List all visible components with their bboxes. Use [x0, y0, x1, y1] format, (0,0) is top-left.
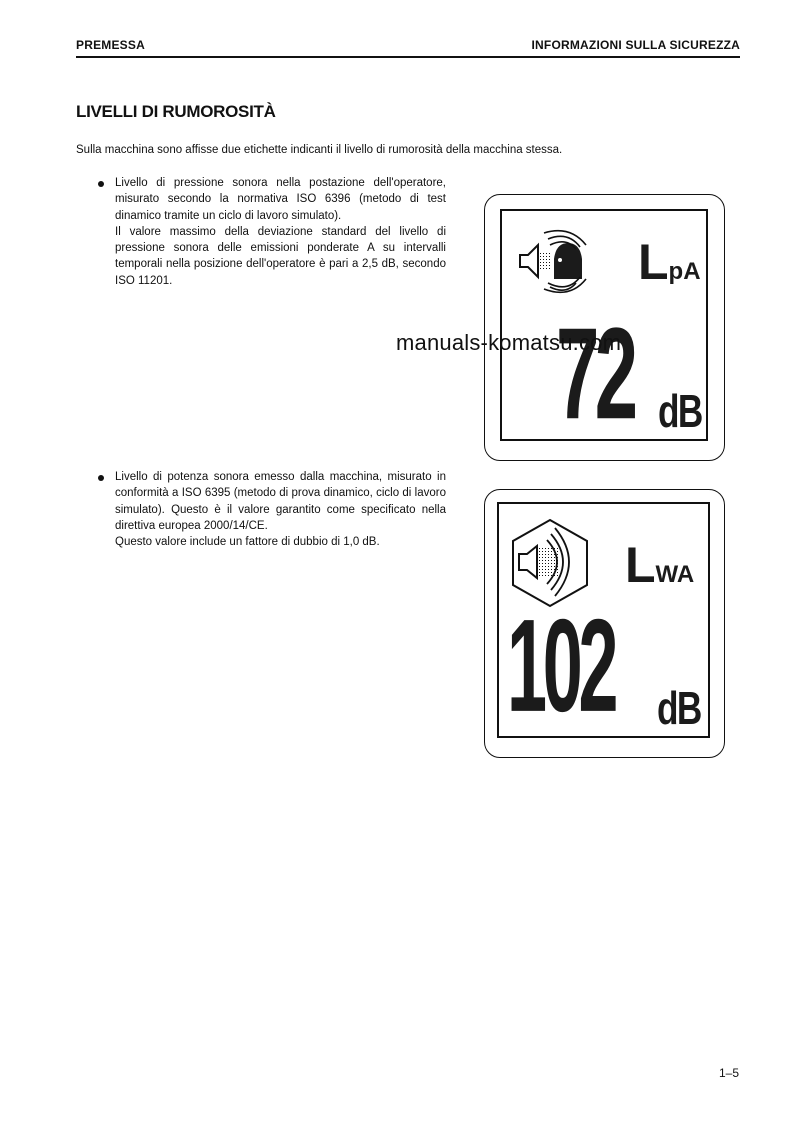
intro-paragraph: Sulla macchina sono affisse due etichette indicanti il livello di rumorosità della macchina stessa. [76, 144, 563, 156]
label-value: 72 [556, 301, 634, 447]
noise-label-lpa [484, 194, 725, 461]
label-unit: dB [658, 385, 702, 438]
page-number: 1–5 [718, 1066, 739, 1080]
noise-label-inner-frame [500, 209, 708, 447]
bullet-dot-icon [98, 475, 104, 481]
header-section-right: INFORMAZIONI SULLA SICUREZZA [531, 38, 740, 52]
header-section-left: PREMESSA [76, 38, 145, 52]
noise-label-lwa [484, 489, 725, 758]
bullet-text: Livello di pressione sonora nella postazione dell'operatore, misurato secondo la normativa ISO 6396 (metodo di test dinamico tramite un ciclo di lavoro simulato). Il valore massimo della deviazione standard del livello di pressione sonora delle emissioni ponderate A su intervalli temporali nella posizione dell'operatore è pari a 2,5 dB, secondo ISO 11201. [115, 177, 446, 287]
bullet-item-power-level [98, 469, 446, 550]
label-value: 102 [507, 592, 615, 740]
header-divider [76, 56, 740, 58]
bullet-dot-icon [98, 181, 104, 187]
bullet-item-pressure-level [98, 175, 446, 289]
speaker-operator-icon [516, 229, 596, 301]
section-title: LIVELLI DI RUMOROSITÀ [76, 102, 276, 121]
bullet-text: Livello di potenza sonora emesso dalla macchina, misurato in conformità a ISO 6395 (metodo di prova dinamico, ciclo di lavoro simulato). Questo è il valore garantito come specificato nella direttiva europea 2000/14/CE. Questo valore include un fattore di dubbio di 1,0 dB. [115, 471, 446, 549]
noise-label-inner-frame [497, 502, 710, 738]
label-unit: dB [657, 682, 701, 735]
watermark: manuals-komatsu.com [396, 330, 622, 355]
label-symbol: LpA [638, 234, 701, 290]
label-symbol: LWA [625, 537, 695, 593]
